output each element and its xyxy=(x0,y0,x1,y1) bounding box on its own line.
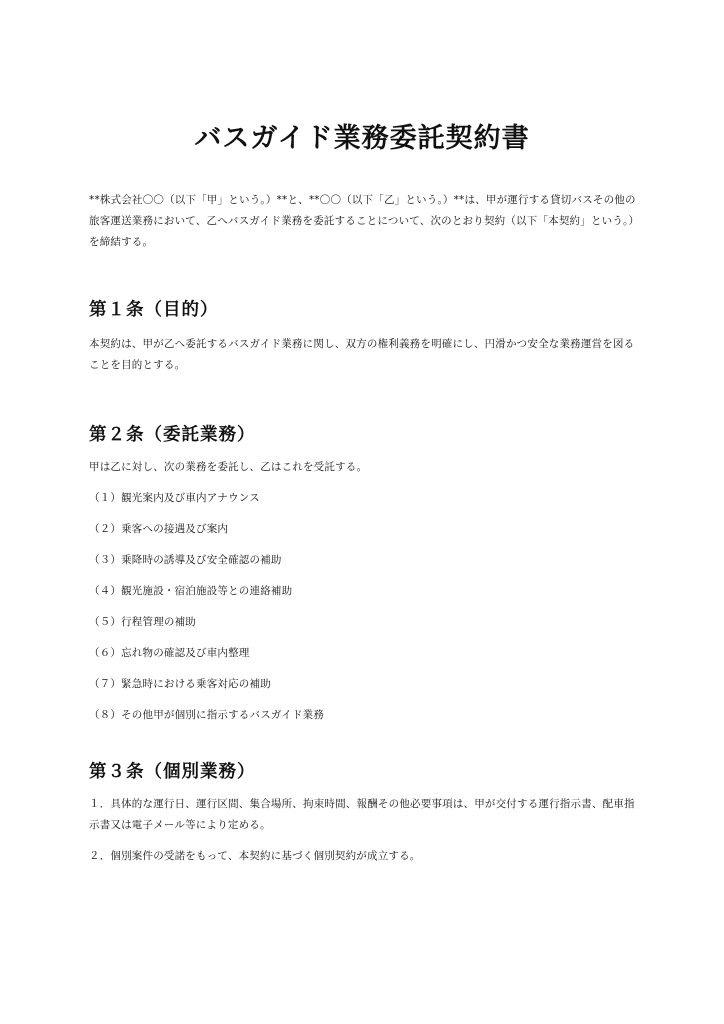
list-item: （６）忘れ物の確認及び車内整理 xyxy=(89,647,250,659)
article-3-heading: 第３条（個別業務） xyxy=(89,762,256,782)
article-2-heading: 第２条（委託業務） xyxy=(89,425,256,445)
document-body xyxy=(89,190,637,867)
article-3-paragraph-2: ２．個別案件の受諾をもって、本契約に基づく個別契約が成立する。 xyxy=(89,850,421,862)
list-item: （１）観光案内及び車内アナウンス xyxy=(89,492,260,504)
list-item: （５）行程管理の補助 xyxy=(89,616,196,628)
intro-paragraph: **株式会社〇〇（以下「甲」という。）**と、**〇〇（以下「乙」という。）**は、甲が運行する貸切バスその他の旅客運送業務において、乙へバスガイド業務を委託することについて、次のとおり契約（以下「本契約」という。）を締結する。 xyxy=(89,194,636,248)
list-item: （２）乗客への接遇及び案内 xyxy=(89,523,229,535)
list-item: （４）観光施設・宿泊施設等との連絡補助 xyxy=(89,585,293,597)
list-item: （３）乗降時の誘導及び安全確認の補助 xyxy=(89,554,282,566)
article-1-paragraph: 本契約は、甲が乙へ委託するバスガイド業務に関し、双方の権利義務を明確にし、円滑かつ安全な業務運営を図ることを目的とする。 xyxy=(89,338,635,371)
article-2-item-list xyxy=(89,488,637,726)
list-item: （７）緊急時における乗客対応の補助 xyxy=(89,678,271,690)
article-3-paragraph-1: １．具体的な運行日、運行区間、集合場所、拘束時間、報酬その他必要事項は、甲が交付する運行指示書、配車指示書又は電子メール等により定める。 xyxy=(89,798,635,831)
article-1-heading: 第１条（目的） xyxy=(89,300,219,320)
document-title: バスガイド業務委託契約書 xyxy=(194,123,530,154)
list-item: （８）その他甲が個別に指示するバスガイド業務 xyxy=(89,709,325,721)
article-2-lead: 甲は乙に対し、次の業務を委託し、乙はこれを受託する。 xyxy=(89,461,368,473)
